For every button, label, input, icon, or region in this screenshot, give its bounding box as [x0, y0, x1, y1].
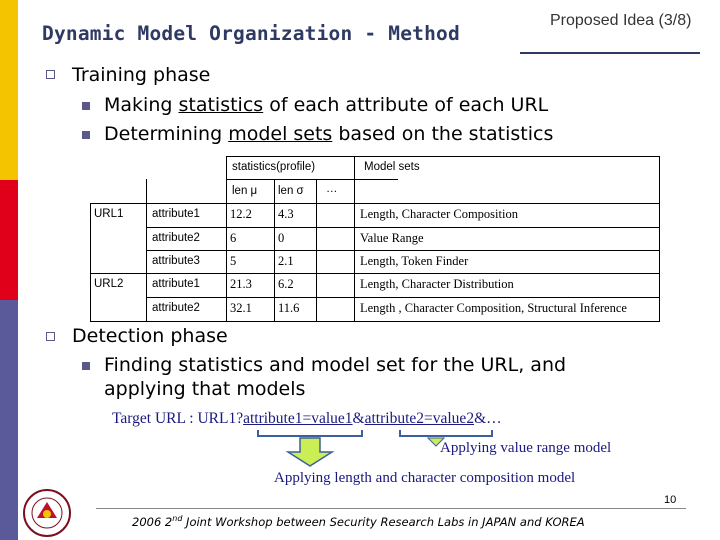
length-model-note: Applying length and character composition model — [274, 470, 576, 486]
table-mu-cell: 21.3 — [230, 277, 252, 291]
table-model-cell: Length, Token Finder — [360, 254, 469, 268]
down-arrow-icon — [288, 438, 332, 466]
detection-item-1-line2: applying that models — [104, 378, 306, 400]
training-heading: Training phase — [72, 64, 211, 86]
table-attr-cell: attribute2 — [152, 302, 200, 314]
page-number: 10 — [664, 494, 677, 506]
target-url: Target URL : URL1?attribute1=value1&attribute2=value2&… — [112, 410, 502, 427]
table-sigma-cell: 0 — [278, 231, 285, 245]
table-attr-cell: attribute1 — [152, 278, 200, 290]
university-seal-logo — [22, 488, 72, 538]
header-len-mu: len μ — [232, 185, 258, 197]
table-mu-cell: 12.2 — [230, 207, 252, 221]
footer-divider — [96, 508, 686, 509]
slide-title: Dynamic Model Organization - Method — [42, 22, 460, 45]
table-attr-cell: attribute2 — [152, 232, 200, 244]
header-ellipsis: … — [326, 183, 338, 195]
table-mu-cell: 6 — [230, 231, 237, 245]
training-item-2: Determining model sets based on the statistics — [104, 123, 554, 145]
footer-text: 2006 2nd Joint Workshop between Security Research Labs in JAPAN and KOREA — [132, 514, 585, 529]
table-sigma-cell: 11.6 — [278, 301, 300, 315]
table-sigma-cell: 2.1 — [278, 254, 294, 268]
table-attr-cell: attribute1 — [152, 208, 200, 220]
table-mu-cell: 5 — [230, 254, 237, 268]
table-url-cell: URL2 — [94, 278, 124, 290]
detection-heading: Detection phase — [72, 325, 228, 347]
table-sigma-cell: 6.2 — [278, 277, 294, 291]
table-model-cell: Length, Character Distribution — [360, 277, 514, 291]
header-len-sigma: len σ — [278, 185, 304, 197]
value-range-note: Applying value range model — [440, 440, 612, 456]
table-sigma-cell: 4.3 — [278, 207, 294, 221]
training-item-1: Making statistics of each attribute of each URL — [104, 94, 549, 116]
table-attr-cell: attribute3 — [152, 255, 200, 267]
table-model-cell: Length, Character Composition — [360, 207, 518, 221]
header-statistics: statistics(profile) — [232, 161, 316, 173]
header-model-sets: Model sets — [364, 161, 420, 173]
slide-subtitle: Proposed Idea (3/8) — [550, 12, 692, 29]
table-mu-cell: 32.1 — [230, 301, 252, 315]
table-model-cell: Value Range — [360, 231, 424, 245]
table-url-cell: URL1 — [94, 208, 124, 220]
table-model-cell: Length , Character Composition, Structural Inference — [360, 301, 627, 315]
detection-item-1-line1: Finding statistics and model set for the URL, and — [104, 354, 567, 376]
